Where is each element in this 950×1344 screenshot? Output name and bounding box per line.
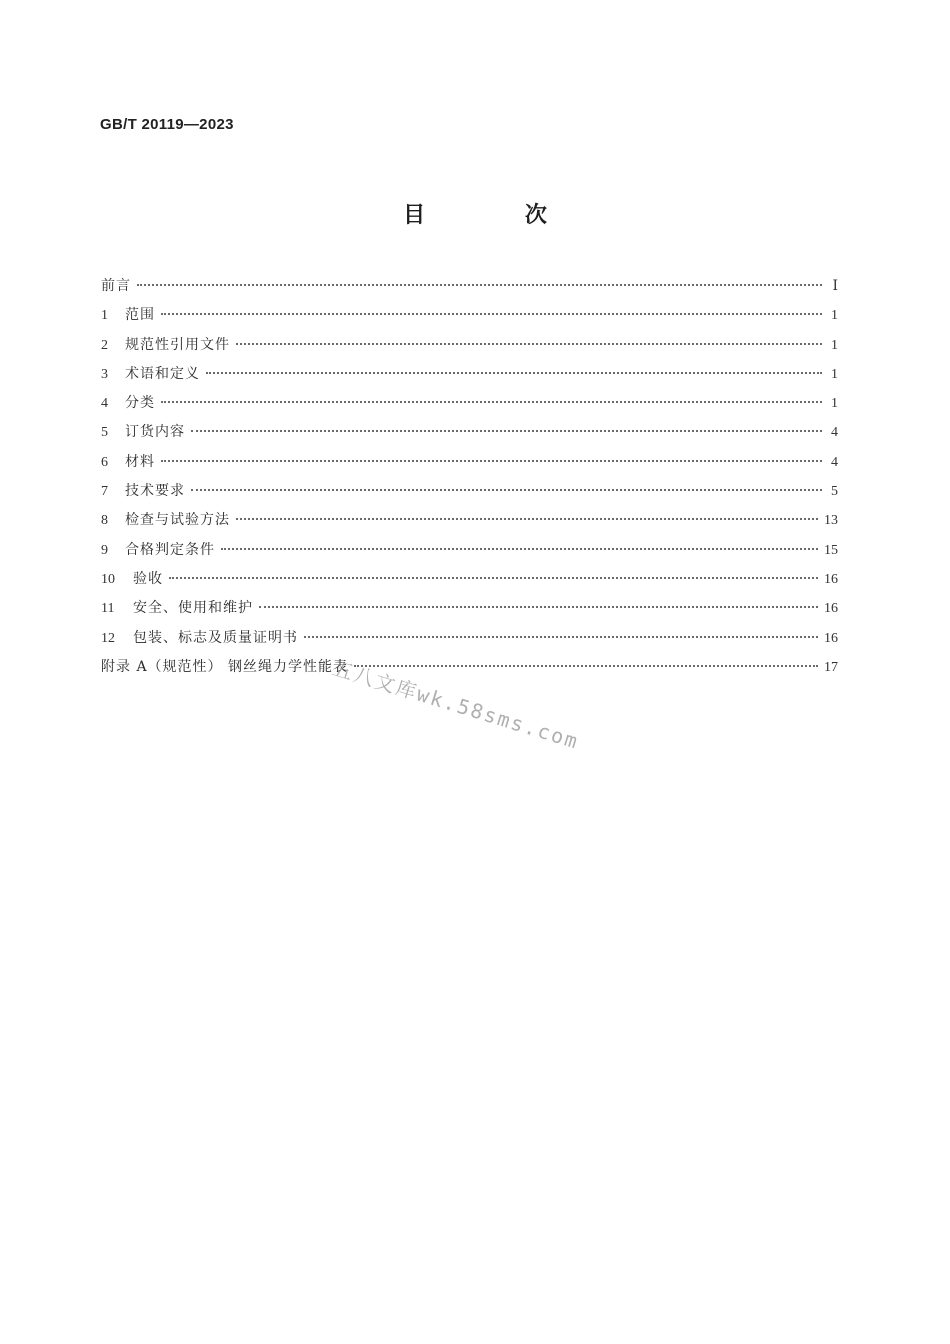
toc-leader-dots: [161, 313, 822, 315]
toc-entry-page: 4: [831, 425, 838, 441]
toc-entry-8[interactable]: [101, 510, 838, 539]
toc-entry-page: 4: [831, 454, 838, 470]
toc-leader-dots: [161, 401, 822, 403]
toc-entry-page: 1: [831, 396, 838, 412]
toc-leader-dots: [161, 460, 822, 462]
toc-entry-page: 5: [831, 484, 838, 500]
toc-leader-dots: [236, 343, 822, 345]
toc-entry-9[interactable]: [101, 540, 838, 569]
toc-entry-number: 5: [101, 425, 108, 441]
toc-entry-label: 合格判定条件: [125, 541, 215, 558]
toc-entry-label: 范围: [125, 307, 155, 324]
toc-entry-number: 9: [101, 542, 108, 558]
toc-entry-label: 技术要求: [125, 483, 185, 500]
toc-leader-dots: [304, 636, 818, 638]
toc-entry-page: 16: [824, 630, 838, 646]
toc-leader-dots: [191, 430, 822, 432]
toc-leader-dots: [191, 489, 822, 491]
toc-entry-number: 11: [101, 601, 115, 617]
watermark-text: 五八文库wk.58sms.com: [329, 655, 583, 754]
toc-entry-3[interactable]: [101, 364, 838, 393]
toc-entry-annex-a[interactable]: [101, 657, 838, 686]
toc-entry-4[interactable]: [101, 393, 838, 422]
toc-entry-number: 1: [101, 308, 108, 324]
toc-entry-number: 10: [101, 571, 115, 587]
toc-entry-label: 订货内容: [125, 424, 185, 441]
toc-entry-number: 2: [101, 337, 108, 353]
toc-entry-foreword[interactable]: [101, 276, 838, 305]
toc-entry-label: 规范性引用文件: [125, 336, 230, 353]
toc-entry-number: 4: [101, 396, 108, 412]
toc-entry-12[interactable]: [101, 628, 838, 657]
toc-entry-page: 1: [831, 366, 838, 382]
standard-code: GB/T 20119—2023: [100, 116, 234, 133]
toc-leader-dots: [221, 548, 818, 550]
toc-entry-6[interactable]: [101, 452, 838, 481]
toc-entry-label: 检查与试验方法: [125, 512, 230, 529]
toc-leader-dots: [206, 372, 822, 374]
toc-entry-page: Ⅰ: [832, 279, 838, 294]
toc-entry-number: 8: [101, 513, 108, 529]
toc-entry-page: 17: [824, 659, 838, 675]
toc-entry-label: 安全、使用和维护: [133, 600, 253, 617]
table-of-contents: [101, 276, 838, 686]
toc-entry-page: 16: [824, 571, 838, 587]
toc-entry-label: 包装、标志及质量证明书: [133, 629, 298, 646]
toc-entry-2[interactable]: [101, 335, 838, 364]
toc-entry-7[interactable]: [101, 481, 838, 510]
toc-leader-dots: [236, 518, 818, 520]
toc-entry-label: 验收: [133, 570, 163, 587]
toc-entry-10[interactable]: [101, 569, 838, 598]
toc-entry-label: 术语和定义: [125, 365, 200, 382]
toc-leader-dots: [354, 665, 818, 667]
toc-entry-number: 12: [101, 630, 115, 646]
toc-entry-11[interactable]: [101, 598, 838, 627]
toc-entry-page: 15: [824, 542, 838, 558]
toc-title: 目 次: [403, 203, 593, 228]
toc-entry-page: 1: [831, 337, 838, 353]
toc-entry-page: 1: [831, 308, 838, 324]
toc-leader-dots: [259, 606, 818, 608]
toc-entry-number: 3: [101, 366, 108, 382]
toc-entry-number: 7: [101, 484, 108, 500]
toc-entry-1[interactable]: [101, 305, 838, 334]
toc-entry-label: 分类: [125, 395, 155, 412]
toc-entry-label: 前言: [101, 278, 131, 294]
toc-entry-label: 附录 A（规范性） 钢丝绳力学性能表: [101, 658, 349, 675]
toc-entry-page: 13: [824, 513, 838, 529]
toc-leader-dots: [137, 284, 822, 286]
toc-entry-5[interactable]: [101, 422, 838, 451]
toc-entry-label: 材料: [125, 453, 155, 470]
toc-entry-page: 16: [824, 601, 838, 617]
toc-leader-dots: [169, 577, 818, 579]
toc-entry-number: 6: [101, 454, 108, 470]
